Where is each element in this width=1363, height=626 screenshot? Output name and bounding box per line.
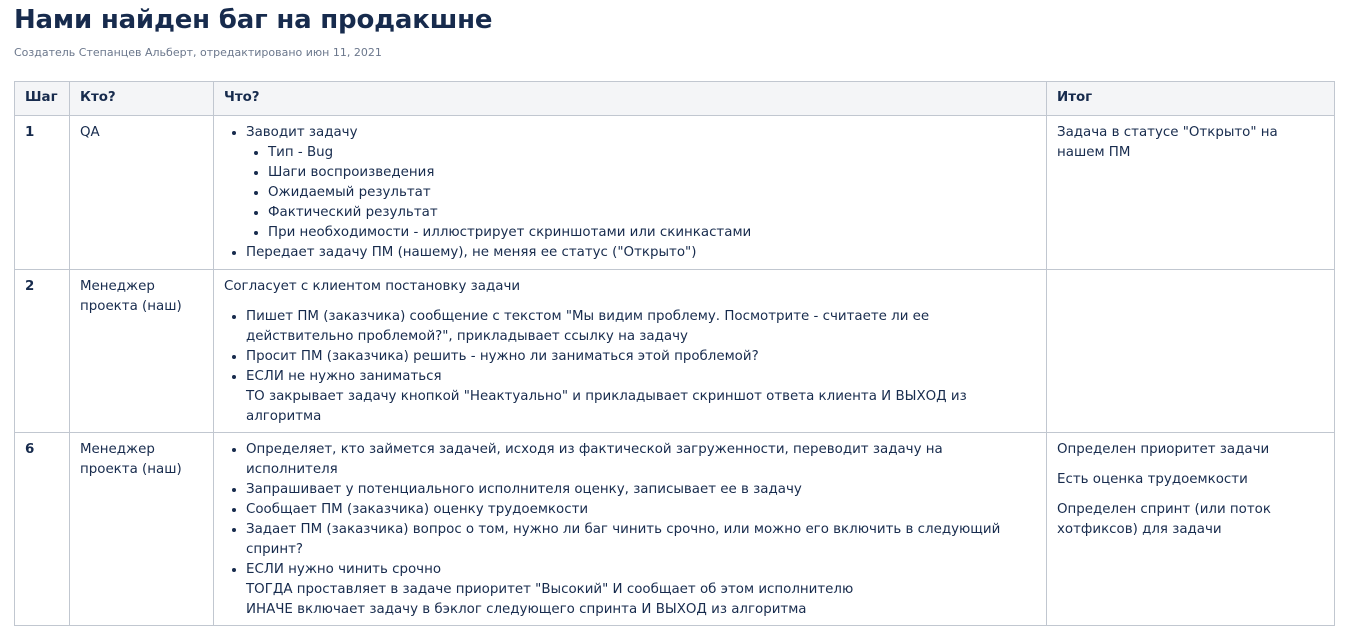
list-item: • Тип - Bug <box>268 143 1036 163</box>
result-cell <box>1047 270 1335 433</box>
list-item-text: ЕСЛИ не нужно заниматься <box>246 369 442 384</box>
header-who: Кто? <box>70 82 214 116</box>
list-item: • Ожидаемый результат <box>268 183 1036 203</box>
page-title: Нами найден баг на продакшне <box>14 5 493 35</box>
result-text: Есть оценка трудоемкости <box>1057 472 1248 487</box>
list-item: • При необходимости - иллюстрирует скриншотами или скинкастами <box>268 223 1036 243</box>
result-text: Задача в статусе "Открыто" на нашем ПМ <box>1057 125 1278 160</box>
list-item-text: ЕСЛИ нужно чинить срочно <box>246 562 442 577</box>
what-cell <box>214 270 1047 433</box>
step-cell: 2 <box>15 270 70 433</box>
result-text: Определен приоритет задачи <box>1057 442 1270 457</box>
who-cell: QA <box>70 116 214 270</box>
who-cell: Менеджер проекта (наш) <box>70 433 214 626</box>
page-meta: Создатель Степанцев Альберт, отредактировано июн 11, 2021 <box>14 46 382 59</box>
list-item <box>246 560 1036 620</box>
list-item: • Задает ПМ (заказчика) вопрос о том, нужно ли баг чинить срочно, или можно его включить в следующий спринт? <box>246 520 1036 560</box>
bullet-list <box>224 307 1036 427</box>
list-item: • Определяет, кто займется задачей, исходя из фактической загруженности, переводит задачу на исполнителя <box>246 440 1036 480</box>
process-table <box>14 81 1335 626</box>
sub-bullet-list <box>246 143 1036 243</box>
list-item-continuation: ТО закрывает задачу кнопкой "Неактуально" и прикладывает скриншот ответа клиента И ВЫХОД из алгоритма <box>246 389 967 424</box>
what-cell <box>214 433 1047 626</box>
header-result: Итог <box>1047 82 1335 116</box>
result-cell <box>1047 116 1335 270</box>
list-item-text: Заводит задачу <box>246 125 358 140</box>
header-what: Что? <box>214 82 1047 116</box>
table-row <box>15 116 1335 270</box>
list-item-continuation: ТОГДА проставляет в задаче приоритет "Высокий" И сообщает об этом исполнителю <box>246 582 854 597</box>
list-item: • Пишет ПМ (заказчика) сообщение с текстом "Мы видим проблему. Посмотрите - считаете ли ее действительно проблемой?", прикладывает ссылку на задачу <box>246 307 1036 347</box>
result-text: Определен спринт (или поток хотфиксов) для задачи <box>1057 502 1271 537</box>
result-cell <box>1047 433 1335 626</box>
bullet-list <box>224 123 1036 263</box>
list-item-continuation: ИНАЧЕ включает задачу в бэклог следующего спринта И ВЫХОД из алгоритма <box>246 602 807 617</box>
step-cell: 6 <box>15 433 70 626</box>
table-row <box>15 270 1335 433</box>
list-item <box>246 367 1036 427</box>
intro-text: Согласует с клиентом постановку задачи <box>224 279 521 294</box>
list-item <box>246 123 1036 243</box>
bullet-list <box>224 440 1036 620</box>
list-item: • Просит ПМ (заказчика) решить - нужно ли заниматься этой проблемой? <box>246 347 1036 367</box>
list-item: • Запрашивает у потенциального исполнителя оценку, записывает ее в задачу <box>246 480 1036 500</box>
list-item: • Шаги воспроизведения <box>268 163 1036 183</box>
what-cell <box>214 116 1047 270</box>
who-cell: Менеджер проекта (наш) <box>70 270 214 433</box>
list-item: • Фактический результат <box>268 203 1036 223</box>
list-item: • Сообщает ПМ (заказчика) оценку трудоемкости <box>246 500 1036 520</box>
header-step: Шаг <box>15 82 70 116</box>
list-item: • Передает задачу ПМ (нашему), не меняя ее статус ("Открыто") <box>246 243 1036 263</box>
table-row <box>15 433 1335 626</box>
step-cell: 1 <box>15 116 70 270</box>
table-header-row <box>15 82 1335 116</box>
